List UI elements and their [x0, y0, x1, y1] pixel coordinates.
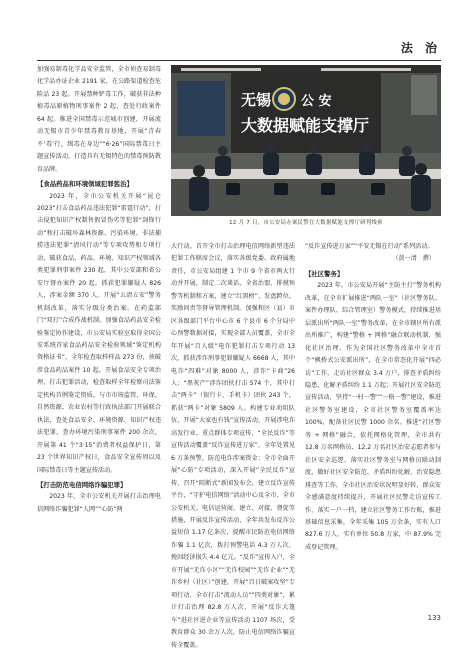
page-number: 133: [427, 614, 441, 622]
photo-big-data-hall: [171, 65, 441, 216]
paragraph: 大行动。首开全市打击治理电信网络新型违法犯罪工作联席会议，落实各级党委、政府属地责任，市公安局组建 1 个市 9 个省市两大行动并开展，制定二次谈话、全省治盟、排摸预警等机制和方案，建立“红黑榜”、发盘跨位、奖励问责等督导管理机制。加强和区（县）市区各级部门平台中心市 6 个县市 6 个分局中心预警数据对接，实现全部人员覆盖，全市全年开展“百人级”电诈犯罪打击专项行动 13 次，抓获涉诈刑事犯罪嫌疑人 6668 人，其中电诈“四难”对象 8000 人，涉诈“卡商”26 人；“黑灰产”涉诈团伙打击 574 个，其中打击“两卡”（银行卡、手机卡）团伙 243 个，抓获“两卡”对象 5809 人。构建专业劝阻队伍，开展“大家也有钱”宣传活动，开展涉电诈高发行业、重点群体专项宣传，“全民反诈”等宣传活动覆盖“反诈宣传进万家”，全年处置见 6 万条预警，防范电诈涉案资金；全市全面开展“心防”专项活动，深入开展“全民反诈”宣传，召开“阻断式”新闻发布会，建立反诈宣传平台，“守护电信网络”活动中心及全市、全市公安机关、电信运营商，建立、对接、督促等措施，开展反诈宣传活动，全年共发布反诈公益短信 1.17 亿条次，提醒市民防范电信网络诈骗 1.1 亿次，拨打预警电话 4.3 万人次，挽回经济损失 4.4 亿元。“反诈”宣传入户，全市开展“无诈小区”“无诈校园”“无诈企业”“无诈乡村（社区）”创建，开展“百日破案攻坚”专项行动，全市打击“流动人员”“四类对象”，累计打击治理 82.8 万人次，开展“反诈大篷车”进社区进企业等宣传活动 1107 场次，受教育群众 30 余万人次，防止电信网络诈骗宣传全覆盖。: [171, 243, 295, 649]
sign-police-text: 公 安: [301, 94, 332, 109]
paragraph: 2023 年，全市公安机关开展打击治理电信网络诈骗犯罪“人网”“心防”两: [37, 493, 161, 513]
author-signature: （黄一清 撰）: [392, 255, 435, 263]
header-divider: [37, 60, 441, 61]
paragraph: “反诈宣传进万家”“平安无锡在行动”系列活动。: [305, 243, 434, 250]
paragraph: 2023 年，市公安局开展“主防主打”警务机构改革，在全市扩展推进“两队一室”（社区警务队、案件办理队、综合管理室）警务模式，持续推进基层派出所“两队一室”警务改革，在全市辖区所有派出所推广，构建“警格 + 网格”融合联动机制，强化社区治理。作为全国社区警务改革中全市首个“枫桥式公安派出所”，在全市常态化开展“四必访”工作，走访社区群众 3.4 万户，排查矛盾纠纷隐患，化解矛盾纠纷 1.1 万起；开展社区安全防范宣传活动，坚持“一村一警”“一格一警”建设，推进社区警务室建设，全市社区警务室覆盖率达 100%，配备社区民警 1000 余名。推进“社区警务 + 网格”融合，依托网格化管理，全市共有 12.8 万名网格员、12.2 万名社区治安志愿者参与社区安全巡逻，落实社区警务室与网格员联动制度，做好社区安全防范、矛盾纠纷化解、治安隐患排查等工作，全市社区治安状况明显好转，群众安全感满意度持续提升，开展社区民警走访宣传工作，落实一户一档，建立社区警务工作台账，推进基础信息采集，全年采集 105 万余条，实有人口 827.6 万人，实有单位 50.8 万家，中 87.9% 完成登记管理。: [305, 282, 441, 551]
paragraph: 加强易制毒化学品安全监管，全市侦查易制毒化学品办证企业 2191 家，在公路渠道检查危险品 23 起。开展禁种铲毒工作，破获非法种植毒品原植物刑事案件 2 起，查处行政案件 64 起。推进全国禁毒示范城市创建，开展流动无锡市青少年禁毒教育基地，开展“青春不‘毒’行，缉毒在身边”“6·26”国际禁毒日主题宣传活动，打造具有无锡特色的禁毒预防教育品牌。: [37, 66, 161, 173]
sign-city-text: 无锡: [241, 91, 272, 109]
section-heading-community-policing: 【社区警务】: [305, 269, 344, 278]
section-title: 法 治: [400, 41, 441, 55]
column-right: [305, 241, 441, 636]
photo-caption: 12 月 7 日，市公安局办案民警在大数据赋能支撑厅研判线索: [229, 220, 383, 226]
column-middle: [171, 241, 295, 649]
sign-hall-text: 大数据赋能支撑厅: [241, 116, 370, 135]
column-left: [37, 64, 161, 636]
section-heading-fraud: 【打击防范电信网络诈骗犯罪】: [37, 480, 127, 489]
section-heading-food-drug: 【食品药品和环境领域犯罪惩治】: [37, 180, 133, 189]
paragraph: 2023 年，全市公安机关开展“昆仑 2023”打击食品药品违法犯罪“雷霆行动”，打击侵犯知识产权制售假冒伪劣等犯罪“剑锋行动”和打击破坏森林资源、污染环境、非法捕捞违法犯罪“清风行动”等专项攻势和专项行动，破获食品、药品、环境、知识产权领域各类犯罪刑事案件 230 起，其中公安部和省公安厅督办案件 20 起，抓获犯罪嫌疑人 826 人，涉案金额 370 人。开展“五清五安”警务机制改革，落实分级分类治案。在药监部门“双打”合成作战机制。加强食品药品安全检验鉴定协作建设，市公安局实验室取得全国公安系统首家食品药品安全检验领域“鉴定机构资格证书”，全年检查取样样品 273 份，侦破涉食品药品案件 10 起。开展食品安全专项治理，打击犯罪活动，检查取样全年检察司法鉴定机构首例鉴定资质，与市市场监管、环保、自然资源、农业农村等行政执法部门开展联合执法，查处食品安全、环境资源、知识产权违法犯罪，查办环境污染刑事案件 200 余次，开展第 41 个“3·15”消费者权益保护日，第 23 个世界知识产权日，食品安全宣传周以及国际禁毒日等主题宣传活动。: [37, 192, 161, 474]
